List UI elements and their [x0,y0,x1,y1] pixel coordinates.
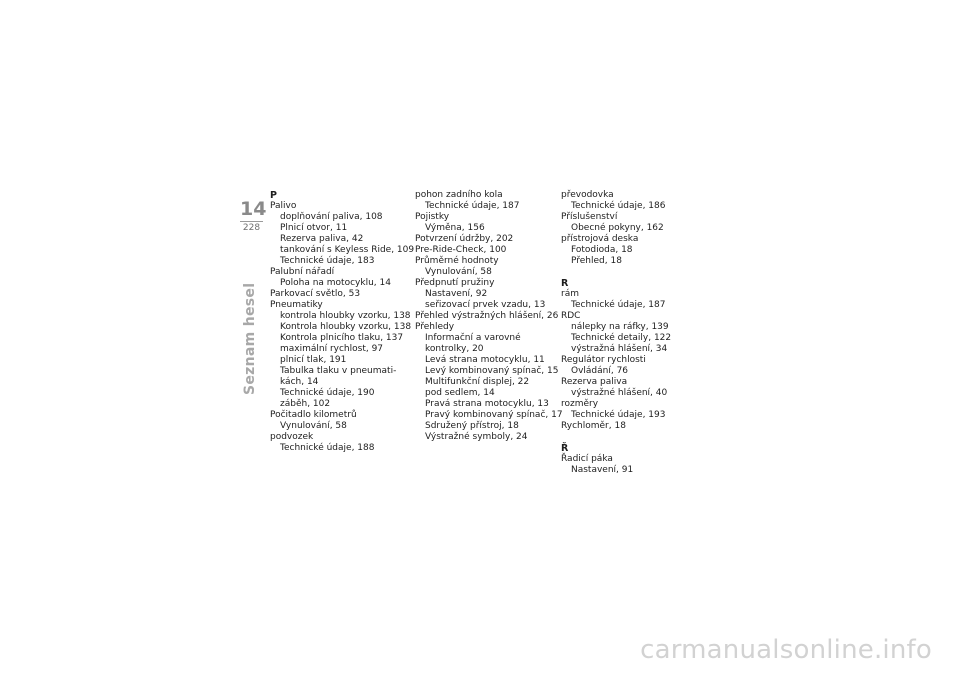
index-subentry: Technické údaje, 187 [571,300,666,310]
index-term: Potvrzení údržby, 202 [415,234,514,244]
index-entry [415,256,557,278]
index-subentry: Levý kombinovaný spínač, 15 [425,366,559,376]
index-entry [270,410,412,432]
index-subentry: Technické údaje, 183 [280,256,375,266]
index-term: Regulátor rychlosti [561,355,646,365]
index-subentry: nálepky na ráfky, 139 [571,322,669,332]
index-subentry: Plnicí otvor, 11 [280,223,348,233]
index-column-1 [270,190,415,454]
index-subentry: záběh, 102 [280,399,331,409]
index-subentry: Fotodioda, 18 [571,245,633,255]
index-term: Řadicí páka [561,454,613,464]
index-subentry: Sdružený přístroj, 18 [425,421,519,431]
index-entry [561,355,703,377]
index-entry [415,278,557,311]
index-term: Přehled výstražných hlášení, 26 [415,311,559,321]
index-term: přístrojová deska [561,234,639,244]
index-subentry: Výměna, 156 [425,223,485,233]
index-subentry: Technické údaje, 193 [571,410,666,420]
index-subentry: Technické údaje, 187 [425,201,520,211]
index-entry [270,267,412,289]
index-subentry: Technické údaje, 190 [280,388,375,398]
index-term: rám [561,289,579,299]
index-subentry: maximální rychlost, 97 [280,344,384,354]
index-subentry: Nastavení, 91 [571,465,634,475]
index-term: Rezerva paliva [561,377,628,387]
index-entry [415,234,557,245]
index-entry [415,322,563,443]
index-letter-heading: Ř [561,443,569,454]
index-entry [561,234,703,267]
index-entry [270,300,412,410]
index-term: pohon zadního kola [415,190,503,200]
index-term: Rychloměr, 18 [561,421,626,431]
index-subentry: Pravá strana motocyklu, 13 [425,399,549,409]
index-entry [415,245,557,256]
index-subentry: kontrola hloubky vzorku, 138 [280,311,411,321]
index-entry [270,201,415,267]
index-term: Parkovací světlo, 53 [270,289,361,299]
index-subentry: tankování s Keyless Ride, 109 [280,245,415,255]
index-subentry: Technické údaje, 188 [280,443,375,453]
index-term: Palivo [270,201,297,211]
index-entry [561,454,703,476]
chapter-number: 14 [240,198,267,220]
index-entry [415,212,557,234]
index-term: Příslušenství [561,212,618,222]
index-subentry: Vynulování, 58 [280,421,347,431]
index-entry [561,377,703,399]
index-entry [561,212,703,234]
index-term: převodovka [561,190,614,200]
index-letter-heading: R [561,278,569,289]
index-term: Pneumatiky [270,300,323,310]
index-subentry: Multifunkční displej, 22 [425,377,530,387]
index-subentry: Ovládání, 76 [571,366,629,376]
index-subentry: Kontrola plnicího tlaku, 137 [280,333,404,343]
index-term: Palubní nářadí [270,267,335,277]
index-entry [561,311,703,355]
index-subentry: doplňování paliva, 108 [280,212,383,222]
watermark: carmanualsonline.info [640,635,932,665]
chapter-tab [240,198,267,234]
index-entry [561,421,703,432]
index-term: Průměrné hodnoty [415,256,499,266]
index-column-3 [561,190,703,476]
index-subentry: Technické údaje, 186 [571,201,666,211]
chapter-divider [240,221,263,222]
index-subentry: Poloha na motocyklu, 14 [280,278,391,288]
index-entry [415,190,557,212]
index-term: Přehledy [415,322,455,332]
index-letter-heading: P [270,190,277,201]
index-subentry: Informační a varovné kontrolky, 20 [425,333,521,354]
index-entry [561,399,703,421]
index-term: Počitadlo kilometrů [270,410,357,420]
index-entry [270,432,412,454]
index-subentry: pod sedlem, 14 [425,388,495,398]
index-subentry: Tabulka tlaku v pneumati- kách, 14 [280,366,397,387]
index-entry [270,289,412,300]
index-entry [561,289,703,311]
page-number: 228 [242,223,261,233]
index-term: RDC [561,311,581,321]
index-term: rozměry [561,399,599,409]
index-term: Pre-Ride-Check, 100 [415,245,507,255]
index-subentry: Nastavení, 92 [425,289,488,299]
section-title: Seznam hesel [242,282,258,395]
index-entry [561,190,703,212]
index-subentry: Vynulování, 58 [425,267,492,277]
index-subentry: Přehled, 18 [571,256,622,266]
index-subentry: Pravý kombinovaný spínač, 17 [425,410,563,420]
index-subentry: seřizovací prvek vzadu, 13 [425,300,546,310]
index-subentry: plnicí tlak, 191 [280,355,347,365]
index-subentry: Technické detaily, 122 [571,333,672,343]
index-subentry: Rezerva paliva, 42 [280,234,364,244]
index-column-2 [415,190,563,443]
index-subentry: Kontrola hloubky vzorku, 138 [280,322,412,332]
index-entry [415,311,557,322]
index-subentry: výstražné hlášení, 40 [571,388,668,398]
index-subentry: Levá strana motocyklu, 11 [425,355,545,365]
index-term: Pojistky [415,212,450,222]
index-subentry: výstražná hlášení, 34 [571,344,668,354]
index-subentry: Výstražné symboly, 24 [425,432,528,442]
index-subentry: Obecné pokyny, 162 [571,223,664,233]
index-term: Předpnutí pružiny [415,278,495,288]
index-term: podvozek [270,432,314,442]
